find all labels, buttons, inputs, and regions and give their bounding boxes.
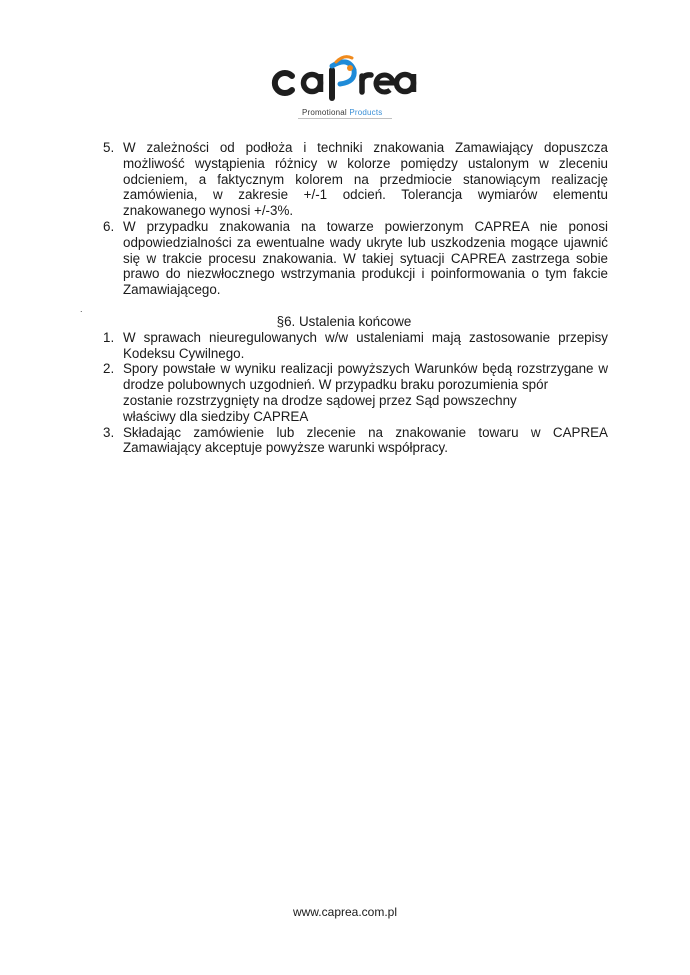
list-item-text-line: zostanie rozstrzygnięty na drodze sądowej przez Sąd powszechny	[123, 392, 517, 408]
logo-tagline-promotional: Promotional	[302, 108, 350, 117]
list-item-number: 5.	[103, 140, 115, 155]
stray-mark: .	[80, 304, 83, 314]
document-body	[98, 140, 608, 456]
list-item-text: W zależności od podłoża i techniki znakowania Zamawiający dopuszcza możliwość wystąpienia różnicy w kolorze pomiędzy ustalonym w zleceniu odcieniem, a faktycznym kolorem na przedmiocie stanowiącym realizację zamówienia, w zakresie +/-1 odcień. Tolerancja wymiarów elementu znakowanego wynosi +/-3%.	[123, 140, 608, 219]
list-item	[98, 361, 608, 424]
footer-url: www.caprea.com.pl	[292, 905, 398, 919]
list-item-text: Składając zamówienie lub zlecenie na znakowanie towaru w CAPREA Zamawiający akceptuje powyższe warunki współpracy.	[123, 424, 608, 456]
logo-tagline	[302, 108, 382, 117]
list-item-text: Spory powstałe w wyniku realizacji powyższych Warunków będą rozstrzygane w drodze polubownych uzgodnień. W przypadku braku porozumienia spór	[123, 361, 608, 393]
list-item	[98, 330, 608, 362]
caprea-logo	[270, 52, 420, 122]
list-item-text: W sprawach nieuregulowanych w/w ustaleniami mają zastosowanie przepisy Kodeksu Cywilnego.	[123, 329, 608, 361]
section-title: §6. Ustalenia końcowe	[276, 313, 412, 329]
list-item	[98, 140, 608, 219]
list-item	[98, 425, 608, 457]
list-item-text: W przypadku znakowania na towarze powierzonym CAPREA nie ponosi odpowiedzialności za ewentualne wady ukryte lub uszkodzenia mogące ujawnić się w trakcie procesu znakowania. W takiej sytuacji CAPREA zastrzega sobie prawo do niezwłocznego wstrzymania produkcji i poinformowania o tym fakcie Zamawiającego.	[123, 218, 608, 298]
list-item-number: 6.	[103, 218, 115, 234]
list-item-text-line: właściwy dla siedziby CAPREA	[123, 408, 309, 424]
list-item-number: 2.	[103, 361, 115, 377]
list-item-number: 1.	[103, 329, 115, 345]
logo-tagline-products: Products	[349, 108, 383, 117]
caprea-logo-mark	[270, 52, 420, 104]
list-item-number: 3.	[103, 424, 115, 440]
list-item	[98, 219, 608, 298]
logo-underline	[298, 118, 392, 119]
